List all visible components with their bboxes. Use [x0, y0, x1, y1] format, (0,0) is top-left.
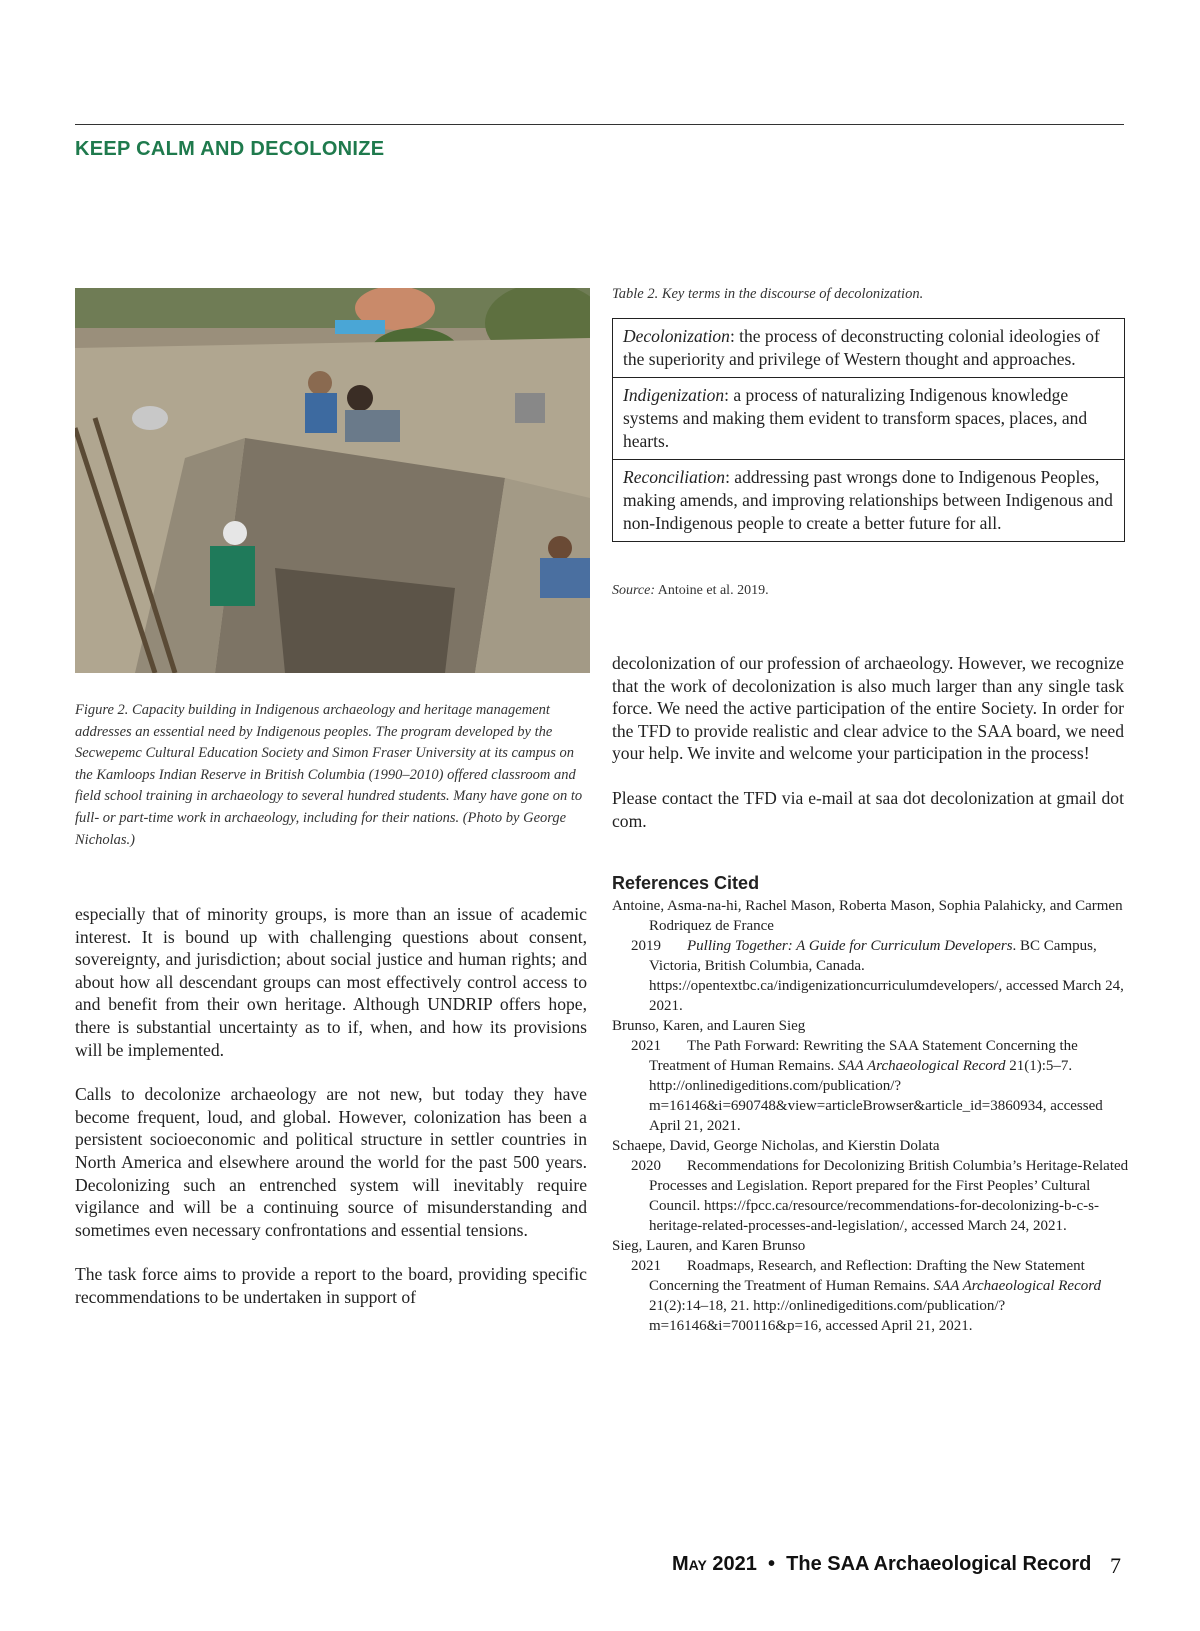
paragraph: The task force aims to provide a report to the board, providing specific recommendations to be undertaken in support of [75, 1264, 587, 1307]
reference-title: SAA Archaeological Record [933, 1278, 1102, 1294]
reference-details: . BC Campus, Victoria, British Columbia, Canada. https://opentextbc.ca/indigenizationcurriculumdevelopers/, accessed March 24, 2021. [649, 938, 1124, 1014]
reference-authors: Brunso, Karen, and Lauren Sieg [612, 1018, 806, 1034]
reference-authors: Sieg, Lauren, and Karen Brunso [612, 1238, 806, 1254]
footer-journal: The SAA Archaeological Record [786, 1553, 1092, 1575]
reference-year: 2021 [631, 1258, 661, 1274]
reference-year: 2021 [631, 1038, 661, 1054]
reference-authors: Schaepe, David, George Nicholas, and Kierstin Dolata [612, 1138, 940, 1154]
reference-entry [612, 1156, 1132, 1236]
reference-title: Pulling Together: A Guide for Curriculum Developers [687, 938, 1013, 954]
reference-pre: Roadmaps, Research, and Reflection: Drafting the New Statement Concerning the Treatment of Human Remains. [649, 1258, 1085, 1294]
paragraph: Calls to decolonize archaeology are not new, but today they have become frequent, loud, and global. However, colonization has been a persistent socioeconomic and political structure in settler countries in North America and elsewhere around the world for the past 500 years. Decolonizing such an entrenched system will inevitably require vigilance and will be a continuing source of misunderstanding and sometimes even necessary confrontations and essential tensions. [75, 1084, 587, 1240]
paragraph: Please contact the TFD via e-mail at saa dot decolonization at gmail dot com. [612, 787, 1124, 831]
term-definition: : addressing past wrongs done to Indigenous Peoples, making amends, and improving relationships between Indigenous and non-Indigenous people to create a better future for all. [623, 467, 1113, 533]
references-list [612, 896, 1132, 1336]
key-terms-table [612, 318, 1125, 542]
term-definition: : a process of naturalizing Indigenous knowledge systems and making them evident to transform spaces, places, and hearts. [623, 385, 1088, 451]
table-row [613, 319, 1124, 378]
figure-caption: Figure 2. Capacity building in Indigenous archaeology and heritage management addresses an essential need by Indigenous peoples. The program developed by the Secwepemc Cultural Education Society and Simon Fraser University at its campus on the Kamloops Indian Reserve in British Columbia (1990–2010) offered classroom and field school training in archaeology to several hundred students. Many have gone on to full- or part-time work in archaeology, including for their nations. (Photo by George Nicholas.) [75, 702, 583, 848]
term-name: Decolonization [623, 326, 730, 346]
table-caption: Table 2. Key terms in the discourse of decolonization. [612, 286, 924, 302]
term-name: Reconciliation [623, 467, 726, 487]
reference-pre: The Path Forward: Rewriting the SAA Statement Concerning the Treatment of Human Remains. [649, 1038, 1078, 1074]
paragraph: decolonization of our profession of archaeology. However, we recognize that the work of decolonization is also much larger than any single task force. We need the active participation of the entire Society. In order for the TFD to provide realistic and clear advice to the SAA board, we need your help. We invite and welcome your participation in the process! [612, 653, 1124, 764]
table-row [613, 460, 1124, 541]
reference-details: 21(1):5–7. http://onlinedigeditions.com/publication/?m=16146&i=690748&view=articleBrowser&article_id=3860934, accessed April 21, 2021. [649, 1058, 1103, 1134]
reference-authors: Antoine, Asma-na-hi, Rachel Mason, Roberta Mason, Sophia Palahicky, and Carmen Rodriquez de France [612, 898, 1123, 934]
reference-title: SAA Archaeological Record [838, 1058, 1006, 1074]
paragraph: especially that of minority groups, is more than an issue of academic interest. It is bound up with challenging questions about consent, sovereignty, and jurisdiction; about social justice and human rights; and about how all descendant groups can most effectively control access to and benefit from their own heritage. Although UNDRIP offers hope, there is substantial uncertainty as to if, when, and how its provisions will be implemented. [75, 904, 587, 1060]
table-source [612, 583, 769, 599]
term-definition: : the process of deconstructing colonial ideologies of the superiority and privilege of Western thought and approaches. [623, 326, 1100, 369]
footer-bullet: • [768, 1553, 776, 1575]
header-rule [75, 124, 1124, 125]
term-name: Indigenization [623, 385, 725, 405]
reference-pre: Recommendations for Decolonizing British Columbia’s Heritage-Related Processes and Legislation. Report prepared for the First Peoples’ Cultural Council. https://fpcc.ca/resource/recommendations-for-decolonizing-b-c-s-heritage-related-processes-and-legislation/, accessed March 24, 2021. [649, 1158, 1129, 1234]
page-number: 7 [1110, 1553, 1121, 1578]
reference-year: 2019 [631, 938, 661, 954]
reference-entry [612, 936, 1132, 1016]
page-footer [672, 1553, 1091, 1576]
reference-details: 21(2):14–18, 21. http://onlinedigeditions.com/publication/?m=16146&i=700116&p=16, accessed April 21, 2021. [649, 1298, 1006, 1334]
reference-year: 2020 [631, 1158, 661, 1174]
source-label: Source: [612, 583, 656, 598]
right-column [612, 652, 1124, 832]
source-text: Antoine et al. 2019. [655, 583, 769, 598]
reference-entry [612, 1256, 1132, 1336]
references-heading: References Cited [612, 873, 760, 893]
section-title: KEEP CALM AND DECOLONIZE [75, 138, 385, 160]
excavation-photo [75, 288, 590, 673]
left-column [75, 903, 587, 1309]
table-row [613, 378, 1124, 460]
footer-issue: May 2021 [672, 1553, 757, 1575]
reference-entry [612, 1036, 1132, 1136]
